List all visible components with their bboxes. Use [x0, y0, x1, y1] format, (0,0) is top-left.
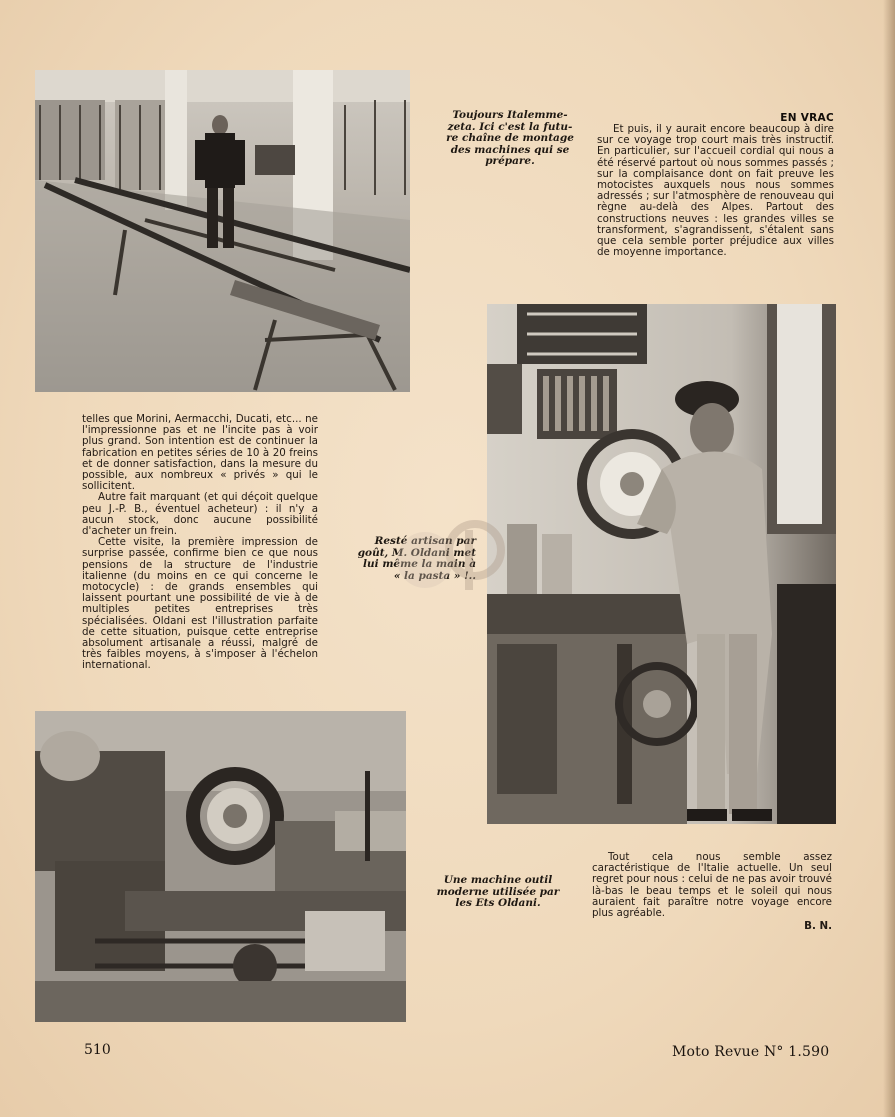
- publication-title: Moto Revue N° 1.590: [672, 1044, 830, 1060]
- factory-floor-image: [35, 70, 410, 392]
- caption-line: prépare.: [485, 155, 535, 167]
- caption-line: Une machine outil: [443, 874, 553, 886]
- section-heading-en-vrac: EN VRAC: [780, 112, 834, 124]
- page-number: 510: [84, 1042, 111, 1058]
- caption-line: lui même la main à: [363, 558, 476, 570]
- caption-assembly-line: [436, 110, 584, 168]
- article-paragraph: telles que Morini, Aermacchi, Ducati, etc... ne l'impressionne pas et ne l'incite pas à voir plus grand. Son intention est de continuer la fabrication en petites séries de 10 à 20 freins et de donner satisfaction, dans la mesure du possible, aux nombreux « privés » qui le sollicitent.: [82, 413, 318, 493]
- caption-line: zeta. Ici c'est la futu-: [447, 120, 573, 133]
- caption-line: les Ets Oldani.: [455, 897, 541, 909]
- page-edge-shadow: [883, 0, 895, 1117]
- caption-line: moderne utilisée par: [436, 885, 560, 898]
- en-vrac-article-text: [597, 124, 834, 258]
- conclusion-text: [592, 852, 832, 932]
- caption-line: Resté artisan par: [374, 535, 476, 547]
- en-vrac-paragraph: Et puis, il y aurait encore beaucoup à dire sur ce voyage trop court mais très instructif. En particulier, sur l'accueil cordial qui nous a été réservé partout où nous sommes passés ; sur la complaisance dont on fait preuve les motocistes auxquels nous nous sommes adressés ; sur l'atmosphère de renouveau qui règne au-delà des Alpes. Partout des constructions neuves : les grandes villes se transforment, s'agrandissent, s'étalent sans que cela semble porter préjudice aux villes de moyenne importance.: [597, 123, 834, 259]
- author-signature: B. N.: [804, 920, 832, 933]
- oldani-article-text: [82, 414, 318, 672]
- photo-artisan-at-bench: [487, 304, 836, 824]
- caption-line: re chaîne de montage: [446, 132, 574, 144]
- caption-line: « la pasta » !..: [393, 569, 476, 582]
- caption-line: des machines qui se: [450, 143, 570, 156]
- caption-line: Toujours Italemme-: [452, 109, 568, 121]
- caption-line: goût, M. Oldani met: [357, 546, 476, 559]
- article-paragraph: Cette visite, la première impression de surprise passée, confirme bien ce que nous pensions de la structure de l'industrie italienne (du moins en ce qui concerne le motocycle) : de grands ensembles qui laissent pourtant une possibilité de vie à de multiples petites entreprises très spécialisées. Oldani est l'illustration parfaite de cette situation, puisque cette entreprise absolument artisanale a réussi, malgré de très faibles moyens, à s'imposer à l'échelon international.: [82, 536, 318, 672]
- caption-artisan: [330, 536, 476, 582]
- caption-machine-tool: [418, 875, 578, 910]
- photo-factory-floor: [35, 70, 410, 392]
- conclusion-paragraph: Tout cela nous semble assez caractéristique de l'Italie actuelle. Un seul regret pour nous : celui de ne pas avoir trouvé là-bas le beau temps et le soleil qui nous auraient fait paraître notre voyage encore plus agréable.: [592, 851, 832, 920]
- photo-machine-tool: [35, 711, 406, 1022]
- artisan-image: [487, 304, 836, 824]
- article-paragraph: Autre fait marquant (et qui déçoit quelque peu J.-P. B., éventuel acheteur) : il n'y a aucun stock, donc aucune possibilité d'acheter un frein.: [82, 491, 318, 538]
- machine-tool-image: [35, 711, 406, 1022]
